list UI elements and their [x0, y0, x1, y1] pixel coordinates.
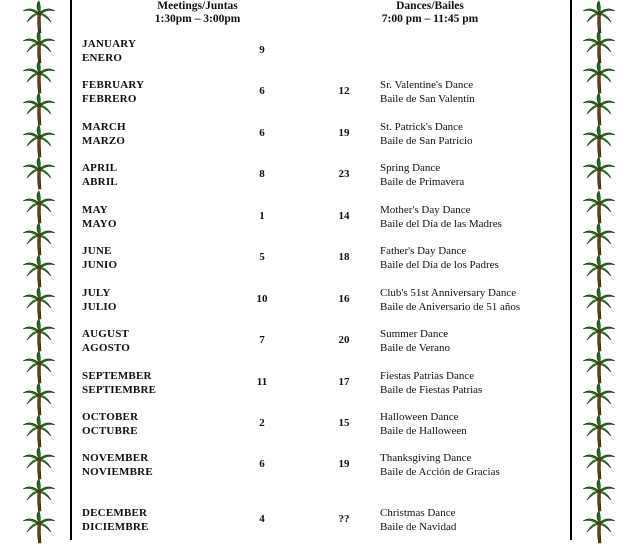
meeting-day: 5	[259, 251, 265, 263]
month-es: NOVIEMBRE	[82, 466, 153, 478]
dance-day: 19	[338, 458, 350, 470]
month-en: NOVEMBER	[82, 452, 149, 464]
month-name	[82, 327, 232, 355]
month-name	[82, 203, 232, 231]
dance-names	[380, 451, 570, 479]
dance-day: 14	[338, 210, 350, 222]
schedule-row	[0, 369, 640, 403]
month-name	[82, 120, 232, 148]
schedule-row	[0, 78, 640, 112]
dance-names	[380, 410, 570, 438]
meeting-day: 9	[259, 44, 265, 56]
dance-name-en: Mother's Day Dance	[380, 204, 471, 216]
month-es: MARZO	[82, 135, 126, 147]
month-es: DICIEMBRE	[82, 521, 149, 533]
dance-name-en: Fiestas Patrias Dance	[380, 370, 475, 382]
schedule-row	[0, 203, 640, 237]
dance-name-en: Sr. Valentine's Dance	[380, 79, 474, 91]
dance-names	[380, 161, 570, 189]
dance-name-en: Father's Day Dance	[380, 245, 467, 257]
dance-names	[380, 506, 570, 534]
meeting-day: 6	[259, 127, 265, 139]
dances-header	[360, 0, 500, 26]
month-en: OCTOBER	[82, 411, 139, 423]
dance-name-es: Baile del Día de las Madres	[380, 218, 502, 230]
dance-name-en: Halloween Dance	[380, 411, 459, 423]
month-name	[82, 506, 232, 534]
dance-name-es: Baile de Halloween	[380, 425, 467, 437]
dance-names	[380, 244, 570, 272]
dance-name-en: Christmas Dance	[380, 507, 456, 519]
dance-day: 17	[338, 376, 350, 388]
month-name	[82, 37, 232, 65]
dance-day: 23	[338, 168, 350, 180]
meeting-day: 4	[259, 513, 265, 525]
schedule-row	[0, 37, 640, 71]
schedule-row	[0, 286, 640, 320]
dance-name-es: Baile de San Valentín	[380, 93, 475, 105]
dance-day: 15	[338, 417, 350, 429]
month-en: JULY	[82, 287, 111, 299]
month-en: MAY	[82, 204, 108, 216]
meetings-time: 1:30pm – 3:00pm	[154, 13, 241, 25]
dance-day: 18	[338, 251, 350, 263]
schedule-row	[0, 161, 640, 195]
dance-day: 20	[338, 334, 350, 346]
meetings-header	[130, 0, 265, 26]
month-en: AUGUST	[82, 328, 130, 340]
palm-tree-icon	[582, 0, 616, 34]
month-en: SEPTEMBER	[82, 370, 152, 382]
meeting-day: 11	[256, 376, 268, 388]
dance-name-en: Spring Dance	[380, 162, 441, 174]
meeting-day: 2	[259, 417, 265, 429]
dance-name-es: Baile de Navidad	[380, 521, 457, 533]
dances-label: Dances/Bailes	[396, 0, 464, 12]
schedule-row	[0, 120, 640, 154]
dance-name-es: Baile de Primavera	[380, 176, 465, 188]
month-en: DECEMBER	[82, 507, 148, 519]
schedule-row	[0, 244, 640, 278]
dance-name-es: Baile de San Patricio	[380, 135, 473, 147]
month-es: AGOSTO	[82, 342, 131, 354]
meeting-day: 10	[256, 293, 268, 305]
dance-name-es: Baile de Verano	[380, 342, 451, 354]
month-en: MARCH	[82, 121, 126, 133]
dance-name-en: Thanksgiving Dance	[380, 452, 472, 464]
dance-names	[380, 78, 570, 106]
meeting-day: 6	[259, 85, 265, 97]
dance-day: 12	[338, 85, 350, 97]
meetings-label: Meetings/Juntas	[157, 0, 238, 12]
dance-day: 19	[338, 127, 350, 139]
palm-tree-icon	[22, 0, 56, 34]
month-en: JANUARY	[82, 38, 137, 50]
month-en: APRIL	[82, 162, 118, 174]
month-es: SEPTIEMBRE	[82, 384, 157, 396]
month-name	[82, 410, 232, 438]
dance-name-es: Baile de Aniversario de 51 años	[380, 301, 521, 313]
meeting-day: 7	[259, 334, 265, 346]
dances-time: 7:00 pm – 11:45 pm	[381, 13, 479, 25]
month-es: JUNIO	[82, 259, 118, 271]
schedule-row	[0, 506, 640, 540]
month-name	[82, 244, 232, 272]
dance-day: 16	[338, 293, 350, 305]
dance-name-es: Baile de Fiestas Patrias	[380, 384, 483, 396]
dance-names	[380, 120, 570, 148]
meeting-day: 6	[259, 458, 265, 470]
dance-name-es: Baile del Día de los Padres	[380, 259, 499, 271]
month-es: ENERO	[82, 52, 123, 64]
month-es: JULIO	[82, 301, 117, 313]
dance-names	[380, 327, 570, 355]
month-es: MAYO	[82, 218, 117, 230]
schedule-row	[0, 327, 640, 361]
schedule-row	[0, 410, 640, 444]
dance-names	[380, 203, 570, 231]
dance-name-es: Baile de Acción de Gracias	[380, 466, 500, 478]
schedule-row	[0, 451, 640, 485]
month-es: ABRIL	[82, 176, 118, 188]
dance-name-en: St. Patrick's Dance	[380, 121, 463, 133]
month-name	[82, 78, 232, 106]
dance-day: ??	[338, 513, 350, 525]
month-en: FEBRUARY	[82, 79, 145, 91]
dance-names	[380, 369, 570, 397]
dance-name-en: Summer Dance	[380, 328, 449, 340]
meeting-day: 8	[259, 168, 265, 180]
month-es: FEBRERO	[82, 93, 137, 105]
month-name	[82, 286, 232, 314]
month-es: OCTUBRE	[82, 425, 138, 437]
month-name	[82, 451, 232, 479]
month-en: JUNE	[82, 245, 112, 257]
dance-names	[380, 286, 570, 314]
dance-name-en: Club's 51st Anniversary Dance	[380, 287, 517, 299]
month-name	[82, 369, 232, 397]
meeting-day: 1	[259, 210, 265, 222]
month-name	[82, 161, 232, 189]
